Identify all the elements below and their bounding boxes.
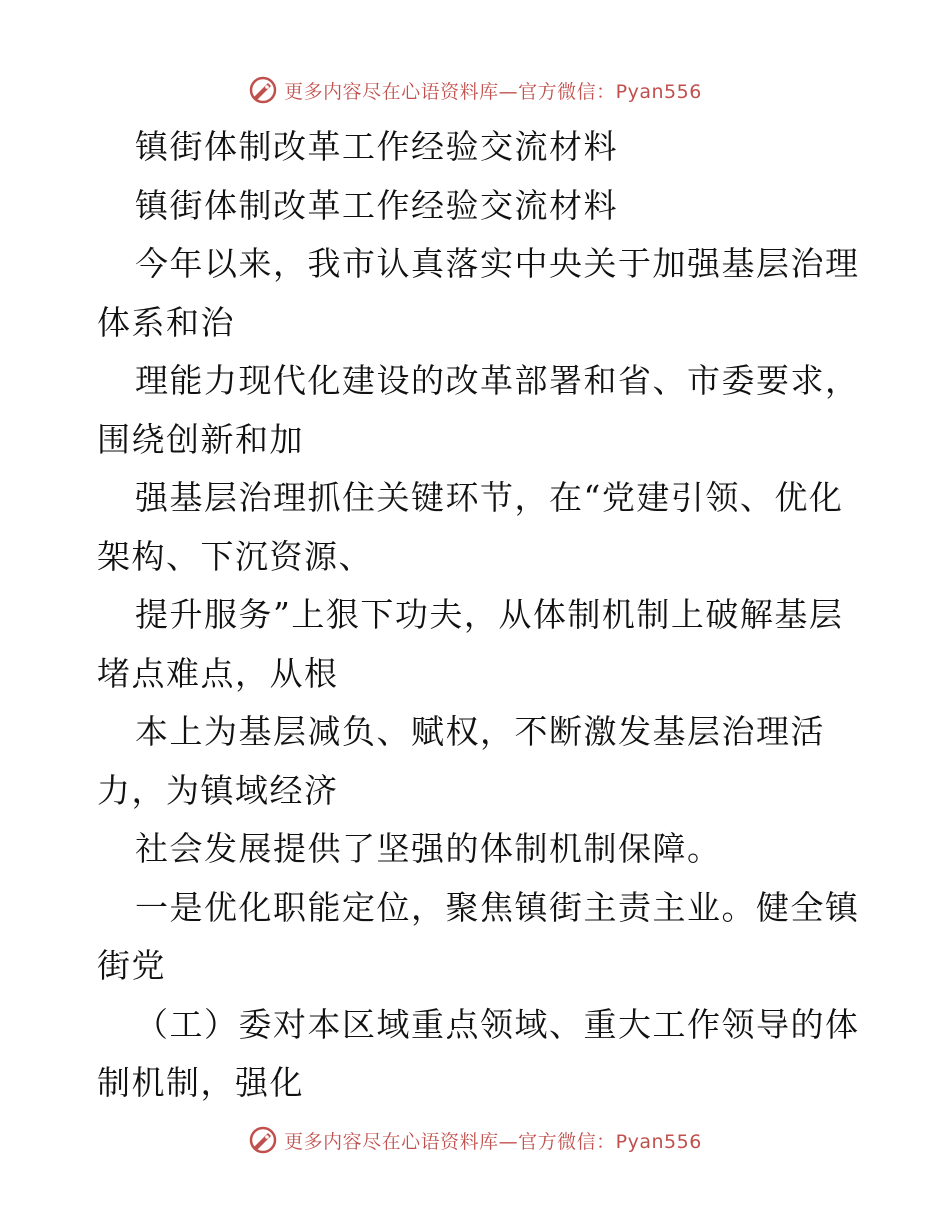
paragraph-line: 堵点难点，从根 [97,653,339,693]
paragraph-line: 街党 [97,946,166,985]
document-body [97,118,860,1113]
pen-nib-logo-icon [248,75,278,105]
paragraph-line: 今年以来，我市认真落实中央关于加强基层治理 [135,244,860,283]
paragraph-line: 强基层治理抓住关键环节，在“党建引领、优化 [135,478,844,517]
paragraph-line: 理能力现代化建设的改革部署和省、市委要求， [135,361,860,400]
paragraph-line: 提升服务”上狠下功夫，从体制机制上破解基层 [135,595,844,634]
footer-watermark-text: 更多内容尽在心语资料库—官方微信：Pyan556 [284,1130,702,1153]
doc-title: 镇街体制改革工作经验交流材料 [135,127,618,166]
paragraph-line: （工）委对本区域重点领域、重大工作领导的体 [135,1004,860,1044]
paragraph-line: 体系和治 [97,302,235,342]
paragraph-line: 制机制，强化 [97,1063,304,1102]
page-footer-watermark [0,1120,950,1160]
paragraph-line: 本上为基层减负、赋权，不断激发基层治理活 [135,712,825,751]
pen-nib-logo-icon [248,1125,278,1155]
doc-title-repeat: 镇街体制改革工作经验交流材料 [135,185,618,225]
paragraph-line: 社会发展提供了坚强的体制机制保障。 [135,829,722,868]
paragraph-line: 力，为镇域经济 [97,770,339,810]
paragraph-line: 架构、下沉资源、 [97,536,373,576]
header-watermark-text: 更多内容尽在心语资料库—官方微信：Pyan556 [284,80,702,103]
paragraph-line: 一是优化职能定位，聚焦镇街主责主业。健全镇 [135,887,860,927]
paragraph-line: 围绕创新和加 [97,419,304,459]
page-header-watermark [0,70,950,110]
